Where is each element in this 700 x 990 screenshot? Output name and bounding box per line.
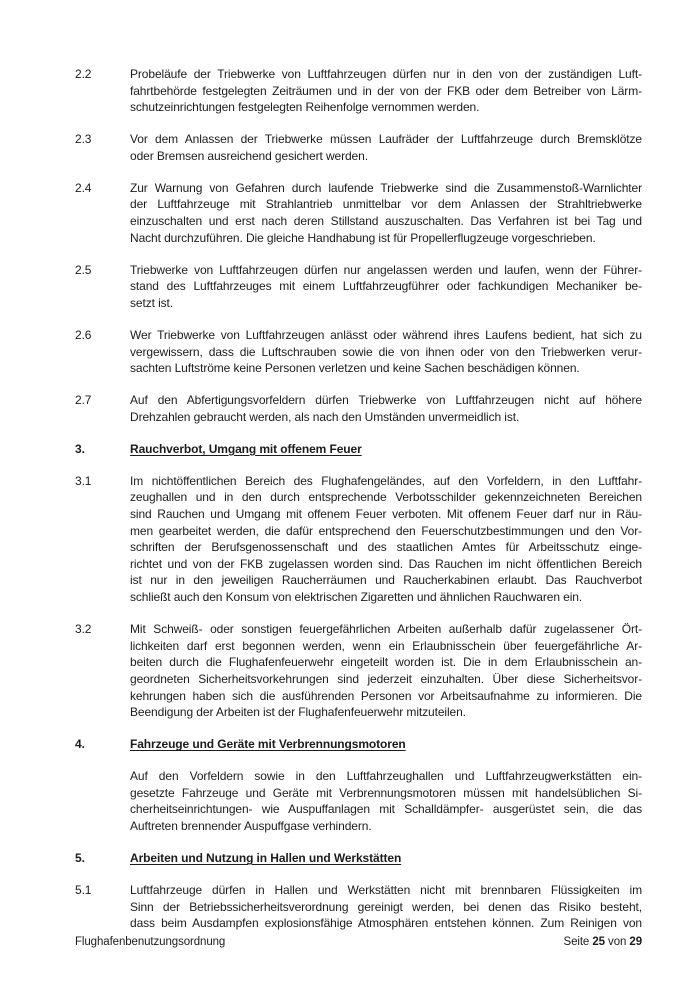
text-line: vergewissern, dass die Luftschrauben sowie die von ihnen oder von den Triebwerken verur- (130, 344, 642, 359)
footer-page-current: 25 (592, 936, 605, 948)
text-line: zeughallen und in den durch entsprechende Verbotsschilder gekennzeichneten Bereichen (130, 490, 642, 505)
footer-page-total: 29 (629, 936, 642, 948)
text-line: gesetzte Fahrzeuge und Geräte mit Verbrennungsmotoren müssen mit handelsüblichen Si- (130, 785, 642, 800)
section-2-6 (75, 327, 642, 377)
text-line: einzuschalten und erst nach deren Stillstand auszuschalten. Das Verfahren ist bei Tag und (130, 214, 642, 229)
heading-number: 3. (75, 441, 85, 456)
section-number: 2.3 (75, 132, 92, 147)
text-line: Triebwerke von Luftfahrzeugen dürfen nur angelassen werden und laufen, wenn der Führer- (130, 262, 642, 277)
section-text (130, 327, 642, 377)
section-number (75, 768, 130, 835)
document-body (75, 66, 642, 947)
text-line: lichkeiten darf erst begonnen werden, wenn ein Erlaubnisschein über feuergefährliche Ar- (130, 638, 642, 653)
text-line: der Luftfahrzeuge mit Strahlantrieb unmittelbar vor dem Anlassen der Strahltriebwerke (130, 197, 642, 212)
section-text (130, 882, 642, 932)
text-line: men gearbeitet werden, die dafür entsprechend den Feuerschutzbestimmungen und den Vor- (130, 523, 642, 538)
text-line: stand des Luftfahrzeuges mit einem Luftfahrzeugführer oder fachkundigen Mechaniker be- (130, 279, 642, 294)
section-number: 2.5 (75, 262, 92, 277)
text-line: kehrungen haben sich die ausführenden Personen vor Arbeitsaufnahme zu informieren. Die (130, 688, 642, 703)
heading-text (130, 736, 642, 753)
footer (75, 935, 642, 949)
text-line: Luftfahrzeuge dürfen in Hallen und Werkstätten nicht mit brennbaren Flüssigkeiten im (130, 882, 642, 897)
section-text (130, 621, 642, 721)
text-line: schutzeinrichtungen festgelegten Reihenfolge vernommen werden. (130, 100, 480, 115)
text-line: Mit Schweiß- oder sonstigen feuergefährlichen Arbeiten außerhalb dafür zugelassener Ört- (130, 622, 642, 637)
section-number: 2.6 (75, 327, 92, 342)
section-text (130, 131, 642, 164)
section-2-4 (75, 180, 642, 247)
heading-text (130, 441, 642, 458)
section-text (130, 262, 642, 312)
text-line: geordneten Sicherheitsvorkehrungen sind jederzeit einzuhalten. Über diese Sicherheitsvor- (130, 671, 642, 686)
text-line: cherheitseinrichtungen- wie Auspuffanlagen mit Schalldämpfer- ausgerüstet sein, die das (130, 802, 642, 817)
footer-document-title: Flughafenbenutzungsordnung (75, 936, 226, 948)
footer-page-indicator (564, 935, 642, 949)
text-line: beiten durch die Flughafenfeuerwehr eingeteilt worden ist. Die in dem Erlaubnisschein an- (130, 655, 642, 670)
text-line: sind Rauchen und Umgang mit offenem Feuer verboten. Mit offenem Feuer darf nur in Räu- (130, 506, 642, 521)
section-text (130, 66, 642, 116)
text-line: oder Bremsen ausreichend gesichert werden. (130, 148, 368, 163)
section-number: 2.4 (75, 180, 92, 195)
section-3-1 (75, 473, 642, 606)
section-number: 3.1 (75, 473, 92, 488)
text-line: schließt auch den Konsum von elektrischen Zigaretten und ähnlichen Rauchwaren ein. (130, 590, 583, 605)
heading-title: Rauchverbot, Umgang mit offenem Feuer (130, 441, 362, 456)
heading-4 (75, 736, 642, 753)
section-5-1 (75, 882, 642, 932)
text-line: Wer Triebwerke von Luftfahrzeugen anlässt oder während ihres Laufens bedient, hat sich zu (130, 327, 642, 342)
text-line: schriften der Berufsgenossenschaft und des staatlichen Amtes für Arbeitsschutz einge- (130, 540, 642, 555)
section-3-2 (75, 621, 642, 721)
section-number: 2.2 (75, 67, 92, 81)
text-line: Auf den Vorfeldern sowie in den Luftfahrzeughallen und Luftfahrzeugwerkstätten ein- (130, 769, 642, 784)
heading-title: Arbeiten und Nutzung in Hallen und Werkstätten (130, 851, 402, 865)
text-line: Sinn der Betriebssicherheitsverordnung gereinigt werden, bei denen das Risiko besteht, (130, 899, 642, 914)
text-line: Drehzahlen gebraucht werden, als nach den Umständen unvermeidlich ist. (130, 409, 520, 424)
text-line: Auftreten brennender Auspuffgase verhindern. (130, 819, 372, 834)
text-line: setzt ist. (130, 295, 174, 310)
section-number: 3.2 (75, 622, 92, 637)
text-line: Nacht durchzuführen. Die gleiche Handhabung ist für Propellerflugzeuge vorgeschrieben. (130, 230, 596, 245)
section-number: 2.7 (75, 393, 92, 408)
heading-text (130, 850, 642, 867)
footer-page-label: Seite (563, 936, 590, 948)
section-number: 5.1 (75, 882, 92, 897)
text-line: sachten Luftströme keine Personen verletzen und keine Sachen beschädigen können. (130, 361, 580, 376)
text-line: Auf den Abfertigungsvorfeldern dürfen Triebwerke von Luftfahrzeugen nicht auf höhere (130, 393, 642, 408)
text-line: Vor dem Anlassen der Triebwerke müssen Laufräder der Luftfahrzeuge durch Bremsklötze (130, 132, 642, 147)
section-text (130, 392, 642, 425)
section-text (130, 473, 642, 606)
heading-5 (75, 850, 642, 867)
section-text (130, 768, 642, 835)
section-2-3 (75, 131, 642, 164)
text-line: ist nur in den jeweiligen Raucherräumen und Raucherkabinen erlaubt. Das Rauchverbot (130, 573, 642, 588)
footer-page-separator: von (608, 936, 627, 948)
heading-number: 4. (75, 737, 85, 752)
section-2-5 (75, 262, 642, 312)
section-2-2 (75, 66, 642, 116)
section-paragraph (75, 768, 642, 835)
text-line: richtet und von der FKB zugelassen worden sind. Das Rauchen im nicht öffentlichen Bereich (130, 556, 642, 571)
text-line: fahrtbehörde festgelegten Zeiträumen und in der von der FKB oder dem Betreiber von Lärm- (130, 83, 642, 98)
text-line: dass beim Ausdampfen explosionsfähige Atmosphären entstehen können. Zum Reinigen von (130, 916, 642, 931)
heading-title: Fahrzeuge und Geräte mit Verbrennungsmotoren (130, 737, 406, 752)
section-2-7 (75, 392, 642, 425)
heading-3 (75, 441, 642, 458)
text-line: Probeläufe der Triebwerke von Luftfahrzeugen dürfen nur in den von der zuständigen Luft- (130, 67, 642, 81)
heading-number: 5. (75, 851, 85, 865)
text-line: Beendigung der Arbeiten ist der Flughafenfeuerwehr mitzuteilen. (130, 705, 466, 720)
section-text (130, 180, 642, 247)
text-line: Im nichtöffentlichen Bereich des Flughafengeländes, auf den Vorfeldern, in den Luftfahr- (130, 473, 642, 488)
text-line: Zur Warnung von Gefahren durch laufende Triebwerke sind die Zusammenstoß-Warnlichter (130, 180, 642, 195)
